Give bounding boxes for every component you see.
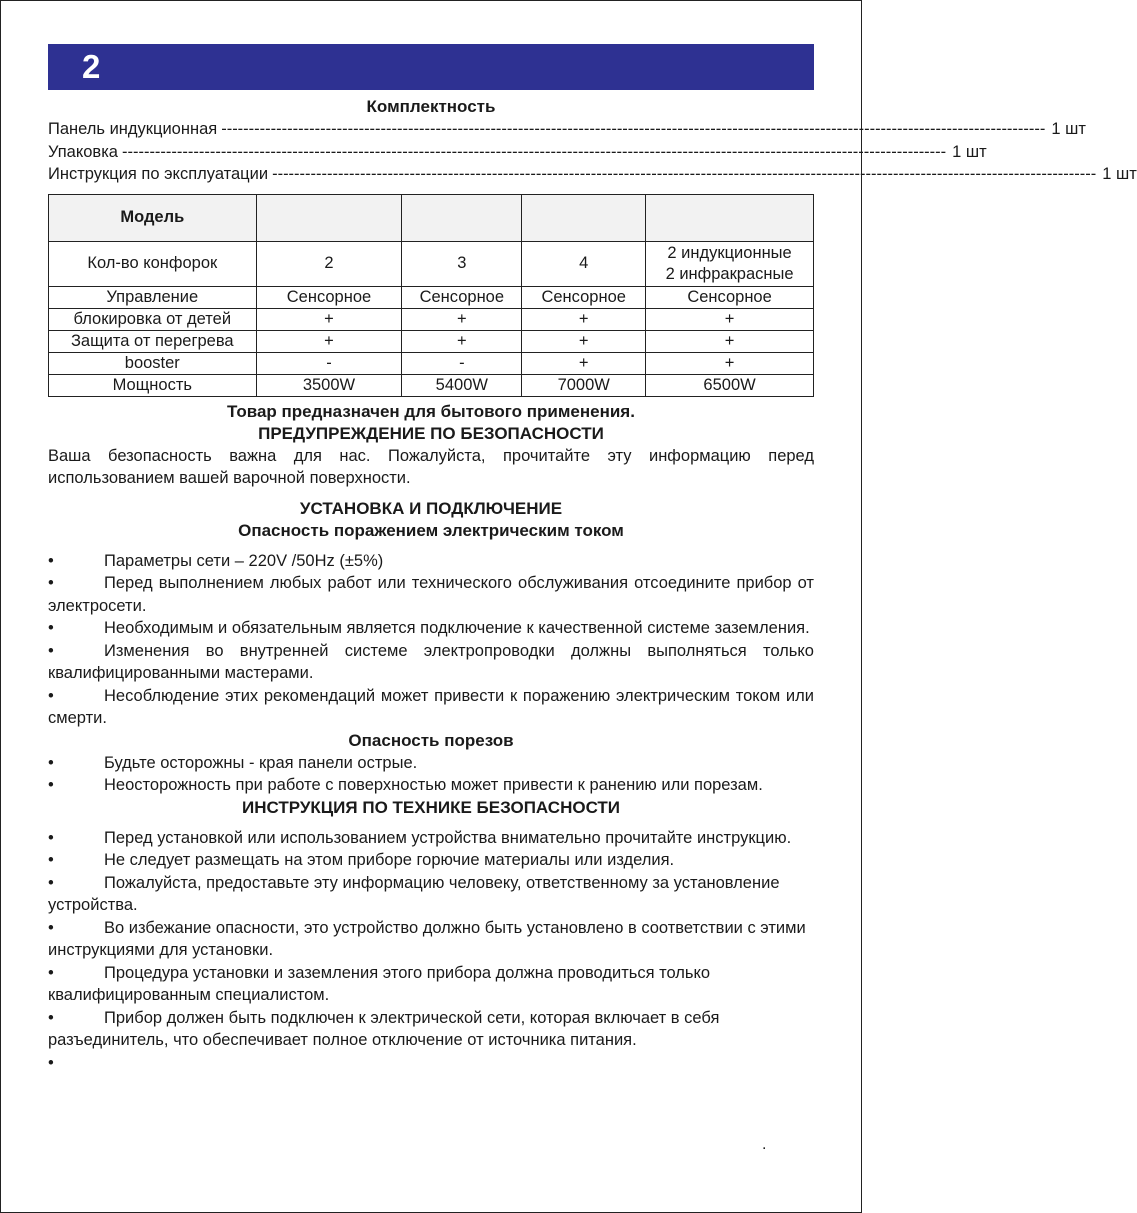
table-cell: - xyxy=(402,352,522,374)
row-label: блокировка от детей xyxy=(49,308,257,330)
table-cell: 2 xyxy=(256,241,402,286)
row-label: Кол-во конфорок xyxy=(49,241,257,286)
table-cell: 7000W xyxy=(522,374,646,396)
list-item: • Перед выполнением любых работ или технического обслуживания отсоедините прибор от электросети. xyxy=(48,574,814,615)
row-label: Управление xyxy=(49,286,257,308)
table-cell: Сенсорное xyxy=(646,286,814,308)
table-cell: + xyxy=(256,308,402,330)
bullet-icon: • xyxy=(48,1053,54,1072)
table-cell: + xyxy=(402,330,522,352)
bullet-icon: • xyxy=(48,1008,54,1027)
bullet-icon: • xyxy=(48,686,54,705)
list-item: • Процедура установки и заземления этого прибора должна проводиться только квалифицированным специалистом. xyxy=(48,963,711,1004)
table-cell: - xyxy=(256,352,402,374)
table-cell xyxy=(256,194,402,241)
table-cell xyxy=(646,241,814,286)
cell-line: 2 индукционные xyxy=(667,243,792,262)
trailing-dot: . xyxy=(762,1136,767,1153)
package-item-qty: 1 шт xyxy=(952,142,987,161)
list-item: • Во избежание опасности, это устройство должно быть установлено в соответствии с этими инструкциями для установки. xyxy=(48,918,806,959)
bullet-icon: • xyxy=(48,641,54,660)
row-label: Мощность xyxy=(49,374,257,396)
list-item: • Не следует размещать на этом приборе горючие материалы или изделия. xyxy=(48,849,814,872)
package-item-name: Панель индукционная xyxy=(48,120,218,138)
table-cell: Сенсорное xyxy=(256,286,402,308)
page-header-banner xyxy=(48,44,814,90)
bullet-icon: • xyxy=(48,776,54,794)
table-cell: + xyxy=(522,308,646,330)
table-cell xyxy=(646,194,814,241)
table-cell: + xyxy=(522,330,646,352)
page-content xyxy=(48,96,1137,1074)
list-item: • Необходимым и обязательным является подключение к качественной системе заземления. xyxy=(48,617,814,640)
bullet-icon: • xyxy=(48,851,54,869)
table-row xyxy=(49,194,814,241)
leader-dashes: ------------------------------------------------------------------------------------------------------------------------------------------------------ xyxy=(121,142,947,161)
table-cell: Сенсорное xyxy=(522,286,646,308)
table-row xyxy=(49,330,814,352)
shock-title: Опасность поражением электрическим током xyxy=(238,520,624,540)
leader-dashes: ------------------------------------------------------------------------------------------------------------------------------------------------------ xyxy=(272,165,1097,183)
table-row xyxy=(49,241,814,286)
safety-instructions-list xyxy=(48,827,814,1075)
table-cell xyxy=(522,194,646,241)
safety-warning-title: ПРЕДУПРЕЖДЕНИЕ ПО БЕЗОПАСНОСТИ xyxy=(258,423,604,443)
list-item: • Пожалуйста, предоставьте эту информацию человеку, ответственному за установление устройства. xyxy=(48,873,780,914)
table-cell: Сенсорное xyxy=(402,286,522,308)
list-item: • Прибор должен быть подключен к электрической сети, которая включает в себя разъединитель, что обеспечивает полное отключение от источника питания. xyxy=(48,1008,720,1049)
list-item: • Несоблюдение этих рекомендаций может привести к поражению электрическим током или смерти. xyxy=(48,686,814,727)
bullet-icon: • xyxy=(48,873,54,892)
bullet-icon: • xyxy=(48,828,54,847)
row-label: booster xyxy=(49,352,257,374)
table-cell: + xyxy=(646,308,814,330)
package-item-name: Инструкция по эксплуатации xyxy=(48,165,269,183)
table-cell: 3500W xyxy=(256,374,402,396)
table-row xyxy=(49,308,814,330)
bullet-icon: • xyxy=(48,918,54,937)
table-row xyxy=(49,352,814,374)
table-cell: + xyxy=(522,352,646,374)
package-item-qty: 1 шт xyxy=(1102,165,1137,183)
cuts-title: Опасность порезов xyxy=(348,730,514,750)
list-item xyxy=(48,1052,814,1075)
bullet-icon: • xyxy=(48,551,54,570)
spec-table xyxy=(48,194,814,397)
leader-dashes: ------------------------------------------------------------------------------------------------------------------------------------------------------ xyxy=(221,120,1046,138)
table-cell: + xyxy=(646,352,814,374)
bullet-icon: • xyxy=(48,753,54,772)
list-item: • Параметры сети – 220V /50Hz (±5%) xyxy=(48,550,814,573)
safety-warning-text: Ваша безопасность важна для нас. Пожалуйста, прочитайте эту информацию перед использованием вашей варочной поверхности. xyxy=(48,446,814,487)
row-label: Защита от перегрева xyxy=(49,330,257,352)
list-item: • Перед установкой или использованием устройства внимательно прочитайте инструкцию. xyxy=(48,827,814,850)
table-cell: 3 xyxy=(402,241,522,286)
bullet-icon: • xyxy=(48,963,54,982)
list-item: • Неосторожность при работе с поверхностью может привести к ранению или порезам. xyxy=(48,774,814,797)
safety-instructions-title: ИНСТРУКЦИЯ ПО ТЕХНИКЕ БЕЗОПАСНОСТИ xyxy=(241,797,621,817)
bullet-icon: • xyxy=(48,619,54,637)
household-notice: Товар предназначен для бытового применения. xyxy=(227,401,635,421)
cell-line: 2 инфракрасные xyxy=(665,264,794,283)
table-row xyxy=(49,286,814,308)
table-cell: + xyxy=(256,330,402,352)
table-cell: 5400W xyxy=(402,374,522,396)
package-list xyxy=(48,118,1137,186)
table-cell xyxy=(402,194,522,241)
list-item: • Будьте осторожны - края панели острые. xyxy=(48,752,814,775)
package-item xyxy=(48,141,987,164)
list-item: • Изменения во внутренней системе электропроводки должны выполняться только квалифицированными мастерами. xyxy=(48,641,814,682)
table-cell: 6500W xyxy=(646,374,814,396)
shock-list xyxy=(48,550,814,730)
table-cell: + xyxy=(646,330,814,352)
package-item-name: Упаковка xyxy=(48,142,118,161)
installation-title: УСТАНОВКА И ПОДКЛЮЧЕНИЕ xyxy=(299,498,563,518)
package-item-qty: 1 шт xyxy=(1051,120,1086,138)
package-title: Комплектность xyxy=(366,97,496,116)
model-label: Модель xyxy=(49,194,257,241)
package-item xyxy=(48,118,1086,141)
bullet-icon: • xyxy=(48,574,54,592)
cuts-list xyxy=(48,752,814,797)
table-row xyxy=(49,374,814,396)
package-item xyxy=(48,163,1137,186)
table-cell: 4 xyxy=(522,241,646,286)
table-cell: + xyxy=(402,308,522,330)
page-number: 2 xyxy=(82,48,101,85)
